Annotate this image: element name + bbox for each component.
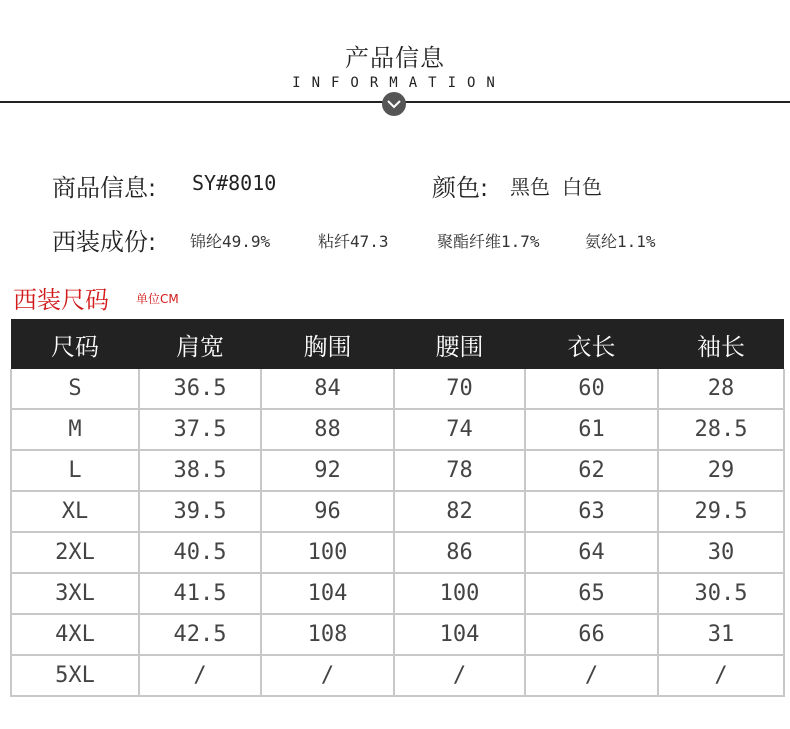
table-cell: 65 — [525, 573, 658, 614]
section-unit: 单位CM — [136, 292, 179, 306]
table-cell: 41.5 — [139, 573, 261, 614]
table-cell: S — [11, 369, 139, 409]
page-subtitle: INFORMATION — [292, 75, 506, 91]
table-cell: 82 — [394, 491, 525, 532]
column-header: 肩宽 — [139, 319, 261, 369]
color-label: 颜色: — [432, 174, 489, 202]
table-row — [11, 532, 784, 573]
table-cell: 29.5 — [658, 491, 784, 532]
table-cell: 84 — [261, 369, 394, 409]
composition-label: 西装成份: — [52, 228, 157, 256]
table-cell: 108 — [261, 614, 394, 655]
column-header: 胸围 — [261, 319, 394, 369]
composition-item: 锦纶49.9% — [190, 232, 271, 251]
table-row — [11, 409, 784, 450]
table-cell: 40.5 — [139, 532, 261, 573]
table-cell: 60 — [525, 369, 658, 409]
table-cell: 96 — [261, 491, 394, 532]
table-cell: 78 — [394, 450, 525, 491]
product-label: 商品信息: — [52, 174, 157, 202]
table-cell: 38.5 — [139, 450, 261, 491]
table-cell: 64 — [525, 532, 658, 573]
composition-item: 粘纤47.3 — [318, 232, 389, 251]
table-row — [11, 573, 784, 614]
table-row — [11, 491, 784, 532]
table-cell: 70 — [394, 369, 525, 409]
size-table — [10, 319, 785, 697]
table-cell: 74 — [394, 409, 525, 450]
table-cell: L — [11, 450, 139, 491]
column-header: 尺码 — [11, 319, 139, 369]
table-cell: 3XL — [11, 573, 139, 614]
table-cell: 92 — [261, 450, 394, 491]
table-cell: 39.5 — [139, 491, 261, 532]
table-cell: 2XL — [11, 532, 139, 573]
table-cell: 86 — [394, 532, 525, 573]
composition-item: 氨纶1.1% — [585, 232, 656, 251]
table-cell: 28.5 — [658, 409, 784, 450]
table-cell: 30 — [658, 532, 784, 573]
table-cell: 31 — [658, 614, 784, 655]
table-body — [11, 369, 784, 696]
table-row — [11, 450, 784, 491]
table-cell: / — [525, 655, 658, 696]
table-cell: / — [394, 655, 525, 696]
chevron-down-icon — [382, 92, 406, 116]
table-row — [11, 614, 784, 655]
table-cell: 62 — [525, 450, 658, 491]
table-cell: / — [139, 655, 261, 696]
table-cell: 5XL — [11, 655, 139, 696]
column-header: 袖长 — [658, 319, 784, 369]
color-value: 黑色 白色 — [510, 175, 603, 199]
table-header-row — [11, 319, 784, 369]
table-cell: XL — [11, 491, 139, 532]
product-value: SY#8010 — [192, 171, 277, 195]
table-cell: 29 — [658, 450, 784, 491]
table-cell: 100 — [394, 573, 525, 614]
composition-item: 聚酯纤维1.7% — [437, 232, 540, 251]
column-header: 衣长 — [525, 319, 658, 369]
table-cell: 30.5 — [658, 573, 784, 614]
table-row — [11, 369, 784, 409]
table-cell: 63 — [525, 491, 658, 532]
table-cell: 36.5 — [139, 369, 261, 409]
table-cell: 66 — [525, 614, 658, 655]
table-cell: 100 — [261, 532, 394, 573]
section-title: 西装尺码 — [13, 286, 109, 314]
table-cell: M — [11, 409, 139, 450]
column-header: 腰围 — [394, 319, 525, 369]
table-cell: 104 — [394, 614, 525, 655]
table-cell: 88 — [261, 409, 394, 450]
table-cell: / — [658, 655, 784, 696]
table-cell: 61 — [525, 409, 658, 450]
table-cell: 28 — [658, 369, 784, 409]
table-cell: 104 — [261, 573, 394, 614]
table-row — [11, 655, 784, 696]
table-cell: 37.5 — [139, 409, 261, 450]
page-title: 产品信息 — [345, 44, 445, 72]
table-cell: / — [261, 655, 394, 696]
table-cell: 42.5 — [139, 614, 261, 655]
table-cell: 4XL — [11, 614, 139, 655]
